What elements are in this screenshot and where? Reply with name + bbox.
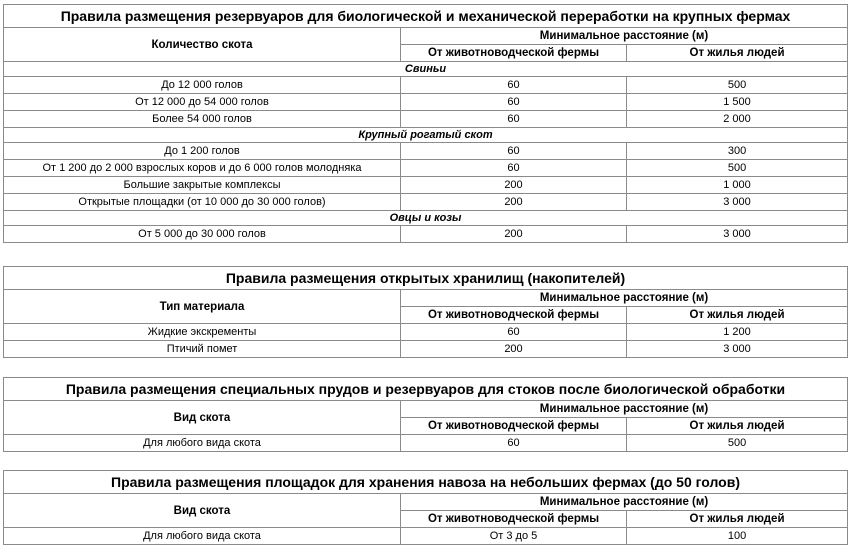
table-row (4, 226, 848, 243)
row-label: До 12 000 голов (4, 77, 401, 94)
table-row (4, 435, 848, 452)
column-header-from-farm: От животноводческой фермы (401, 307, 627, 324)
cell-from-farm: 60 (401, 77, 627, 94)
table-row (4, 194, 848, 211)
cell-from-farm: 60 (401, 94, 627, 111)
table-row (4, 177, 848, 194)
cell-from-farm: 200 (401, 341, 627, 358)
column-header-livestock-count: Количество скота (4, 28, 401, 62)
cell-from-farm: 60 (401, 111, 627, 128)
table-row (4, 160, 848, 177)
cell-from-housing: 3 000 (627, 194, 848, 211)
table-special-ponds (3, 377, 848, 452)
table-open-storage (3, 266, 848, 358)
cell-from-farm: 200 (401, 177, 627, 194)
column-header-from-housing: От жилья людей (627, 45, 848, 62)
column-header-livestock-type: Вид скота (4, 494, 401, 528)
table-title: Правила размещения резервуаров для биологической и механической переработки на крупных фермах (4, 5, 848, 28)
cell-from-housing: 500 (627, 160, 848, 177)
row-label: До 1 200 голов (4, 143, 401, 160)
row-label: Для любого вида скота (4, 435, 401, 452)
row-label: От 1 200 до 2 000 взрослых коров и до 6 000 голов молодняка (4, 160, 401, 177)
table-row (4, 111, 848, 128)
cell-from-farm: От 3 до 5 (401, 528, 627, 545)
group-header-cattle: Крупный рогатый скот (4, 128, 848, 143)
column-header-livestock-type: Вид скота (4, 401, 401, 435)
cell-from-farm: 60 (401, 435, 627, 452)
table-row (4, 324, 848, 341)
table-row (4, 341, 848, 358)
table-title: Правила размещения площадок для хранения навоза на небольших фермах (до 50 голов) (4, 471, 848, 494)
group-header-sheep-goats: Овцы и козы (4, 211, 848, 226)
row-label: От 5 000 до 30 000 голов (4, 226, 401, 243)
cell-from-farm: 200 (401, 194, 627, 211)
table-small-farm-manure (3, 470, 848, 545)
cell-from-housing: 500 (627, 435, 848, 452)
table-title: Правила размещения открытых хранилищ (накопителей) (4, 267, 848, 290)
table-title: Правила размещения специальных прудов и резервуаров для стоков после биологической обработки (4, 378, 848, 401)
table-row (4, 77, 848, 94)
cell-from-housing: 1 000 (627, 177, 848, 194)
cell-from-housing: 100 (627, 528, 848, 545)
row-label: Для любого вида скота (4, 528, 401, 545)
cell-from-farm: 60 (401, 160, 627, 177)
cell-from-farm: 200 (401, 226, 627, 243)
column-header-material-type: Тип материала (4, 290, 401, 324)
cell-from-housing: 1 500 (627, 94, 848, 111)
cell-from-housing: 500 (627, 77, 848, 94)
column-header-from-farm: От животноводческой фермы (401, 511, 627, 528)
cell-from-housing: 2 000 (627, 111, 848, 128)
cell-from-housing: 300 (627, 143, 848, 160)
row-label: Открытые площадки (от 10 000 до 30 000 голов) (4, 194, 401, 211)
group-header-pigs: Свиньи (4, 62, 848, 77)
column-header-from-housing: От жилья людей (627, 511, 848, 528)
cell-from-farm: 60 (401, 143, 627, 160)
column-header-min-distance: Минимальное расстояние (м) (401, 28, 848, 45)
column-header-min-distance: Минимальное расстояние (м) (401, 290, 848, 307)
cell-from-farm: 60 (401, 324, 627, 341)
column-header-from-housing: От жилья людей (627, 307, 848, 324)
row-label: Большие закрытые комплексы (4, 177, 401, 194)
table-row (4, 528, 848, 545)
cell-from-housing: 3 000 (627, 341, 848, 358)
row-label: Жидкие экскременты (4, 324, 401, 341)
table-row (4, 94, 848, 111)
column-header-min-distance: Минимальное расстояние (м) (401, 494, 848, 511)
table-large-farm-reservoirs (3, 4, 848, 243)
cell-from-housing: 1 200 (627, 324, 848, 341)
row-label: Более 54 000 голов (4, 111, 401, 128)
row-label: Птичий помет (4, 341, 401, 358)
column-header-from-farm: От животноводческой фермы (401, 418, 627, 435)
column-header-from-farm: От животноводческой фермы (401, 45, 627, 62)
column-header-min-distance: Минимальное расстояние (м) (401, 401, 848, 418)
cell-from-housing: 3 000 (627, 226, 848, 243)
table-row (4, 143, 848, 160)
row-label: От 12 000 до 54 000 голов (4, 94, 401, 111)
column-header-from-housing: От жилья людей (627, 418, 848, 435)
